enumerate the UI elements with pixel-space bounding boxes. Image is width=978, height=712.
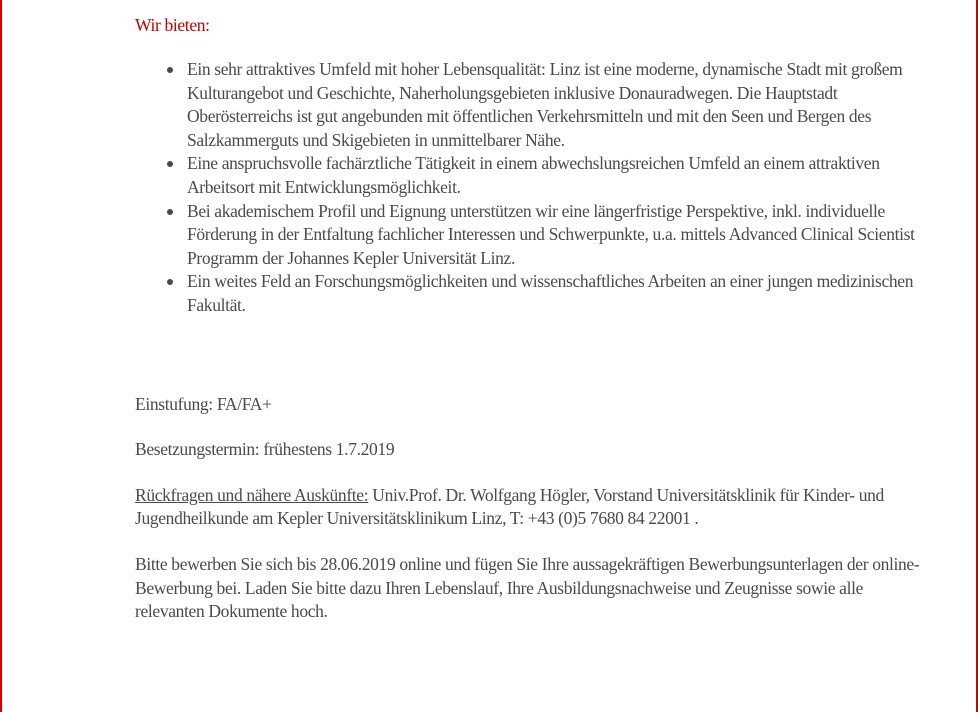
contact-label: Rückfragen und nähere Auskünfte: <box>135 484 369 505</box>
besetzungstermin-text: Besetzungstermin: frühestens 1.7.2019 <box>135 439 395 460</box>
contact-paragraph <box>135 484 935 531</box>
contact-text: Univ.Prof. Dr. Wolfgang Högler, Vorstand Universitätsklinik für Kinder- und Jugendheilkunde am Kepler Universitätsklinikum Linz, T: +43 (0)5 7680 84 22001 . <box>135 484 884 529</box>
list-item: Bei akademischem Profil und Eignung unterstützen wir eine längerfristige Perspektive, inkl. individuelle Förderung in der Entfaltung fachlicher Interessen und Schwerpunkte, u.a. mittels Advanced Clinical Scientist Programm der Johannes Kepler Universität Linz. <box>187 200 935 271</box>
job-description <box>135 12 935 624</box>
list-item: Ein weites Feld an Forschungsmöglichkeiten und wissenschaftliches Arbeiten an einer jungen medizinischen Fakultät. <box>187 270 935 317</box>
application-paragraph: Bitte bewerben Sie sich bis 28.06.2019 online und fügen Sie Ihre aussagekräftigen Bewerbungsunterlagen der online-Bewerbung bei. Laden Sie bitte dazu Ihren Lebenslauf, Ihre Ausbildungsnachweise und Zeugnisse sowie alle relevanten Dokumente hoch. <box>135 553 920 622</box>
list-item: Eine anspruchsvolle fachärztliche Tätigkeit in einem abwechslungsreichen Umfeld an einem attraktiven Arbeitsort mit Entwicklungsmöglichkeit. <box>187 152 935 199</box>
einstufung-text: Einstufung: FA/FA+ <box>135 393 272 414</box>
section-heading: Wir bieten: <box>135 15 210 35</box>
list-item: Ein sehr attraktives Umfeld mit hoher Lebensqualität: Linz ist eine moderne, dynamische Stadt mit großem Kulturangebot und Geschichte, Naherholungsgebieten inklusive Donauradwegen. Die Hauptstadt Oberösterreichs ist gut angebunden mit öffentlichen Verkehrsmitteln und mit den Seen und Bergen des Salzkammerguts und Skigebieten in unmittelbarer Nähe. <box>187 58 935 152</box>
offers-list <box>135 58 935 318</box>
